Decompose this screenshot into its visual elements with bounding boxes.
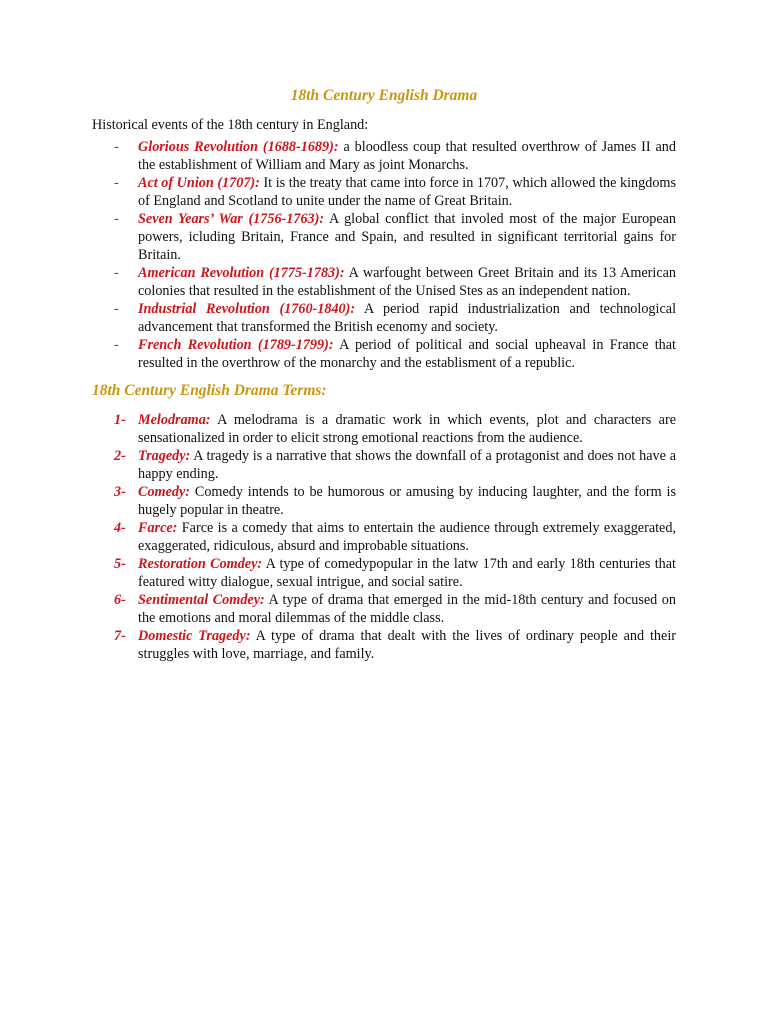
number-marker: 7-	[114, 628, 126, 644]
list-item-event	[92, 210, 676, 264]
term-definition: A tragedy is a narrative that shows the downfall of a protagonist and does not have a happy ending.	[138, 448, 676, 482]
drama-terms-list	[92, 411, 676, 663]
event-term: French Revolution (1789-1799):	[138, 337, 334, 353]
drama-term: Restoration Comdey:	[138, 556, 263, 572]
drama-term: Domestic Tragedy:	[138, 628, 251, 644]
drama-term: Sentimental Comdey:	[138, 592, 265, 608]
term-definition: A type of drama that dealt with the lives of ordinary people and their struggles with love, marriage, and family.	[138, 628, 676, 662]
list-item-term	[92, 519, 676, 555]
event-description: A warfought between Greet Britain and its 13 American colonies that resulted in the establishment of the Unised Stes as an independent nation.	[138, 265, 677, 299]
historical-events-list	[92, 138, 676, 372]
number-marker: 3-	[114, 484, 126, 500]
list-item-term	[92, 627, 676, 663]
bullet-marker: -	[114, 139, 119, 155]
list-item-term	[92, 411, 676, 447]
number-marker: 4-	[114, 520, 126, 536]
drama-term: Tragedy:	[138, 448, 191, 464]
intro-paragraph: Historical events of the 18th century in England:	[92, 117, 369, 133]
event-term: Glorious Revolution (1688-1689):	[138, 139, 339, 155]
list-item-event	[92, 138, 676, 174]
event-description: A period rapid industrialization and technological advancement that transformed the British ecenomy and society.	[138, 301, 677, 335]
list-item-event	[92, 174, 676, 210]
term-definition: Comedy intends to be humorous or amusing by inducing laughter, and the form is hugely popular in theatre.	[138, 484, 676, 518]
document-body	[92, 86, 676, 663]
bullet-marker: -	[114, 337, 119, 353]
document-title: 18th Century English Drama	[290, 87, 478, 104]
number-marker: 2-	[114, 448, 126, 464]
bullet-marker: -	[114, 211, 119, 227]
list-item-event	[92, 300, 676, 336]
term-definition: A type of drama that emerged in the mid-18th century and focused on the emotions and moral dilemmas of the middle class.	[138, 592, 676, 626]
term-definition: A type of comedypopular in the latw 17th and early 18th centuries that featured witty dialogue, sexual intrigue, and social satire.	[138, 556, 676, 590]
term-definition: A melodrama is a dramatic work in which events, plot and characters are sensationalized in order to elicit strong emotional reactions from the audience.	[138, 412, 676, 446]
drama-term: Melodrama:	[138, 412, 211, 428]
list-item-term	[92, 447, 676, 483]
number-marker: 1-	[114, 412, 126, 428]
event-description: A period of political and social upheaval in France that resulted in the overthrow of the monarchy and the establisment of a republic.	[138, 337, 676, 371]
number-marker: 5-	[114, 556, 126, 572]
terms-section-heading: 18th Century English Drama Terms:	[92, 382, 327, 399]
number-marker: 6-	[114, 592, 126, 608]
event-description: A global conflict that involed most of the major European powers, icluding Britain, France and Spain, and resulted in significant territorial gains for Britain.	[138, 211, 677, 263]
list-item-event	[92, 264, 676, 300]
event-term: Seven Years’ War (1756-1763):	[138, 211, 325, 227]
event-term: Industrial Revolution (1760-1840):	[138, 301, 356, 317]
list-item-event	[92, 336, 676, 372]
event-term: American Revolution (1775-1783):	[138, 265, 345, 281]
drama-term: Comedy:	[138, 484, 191, 500]
bullet-marker: -	[114, 175, 119, 191]
bullet-marker: -	[114, 301, 119, 317]
term-definition: Farce is a comedy that aims to entertain the audience through extremely exaggerated, exaggerated, ridiculous, absurd and improbable situations.	[138, 520, 676, 554]
drama-term: Farce:	[138, 520, 178, 536]
list-item-term	[92, 591, 676, 627]
list-item-term	[92, 483, 676, 519]
event-description: a bloodless coup that resulted overthrow of James II and the establishment of William and Mary as joint Monarchs.	[138, 139, 676, 173]
bullet-marker: -	[114, 265, 119, 281]
event-description: It is the treaty that came into force in 1707, which allowed the kingdoms of England and Scotland to unite under the name of Great Britain.	[138, 175, 676, 209]
list-item-term	[92, 555, 676, 591]
event-term: Act of Union (1707):	[138, 175, 260, 191]
